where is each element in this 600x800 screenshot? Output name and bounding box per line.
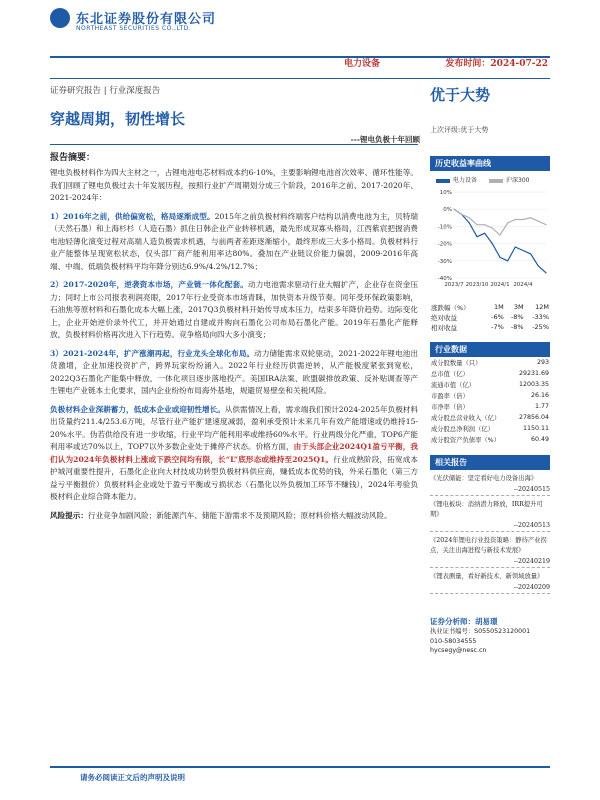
related-report-link[interactable]: 《锂表测量，看好新技术、新领域放量》 <box>430 573 544 580</box>
company-logo-icon <box>50 8 70 28</box>
perf-cell: -7% <box>491 323 504 331</box>
data-point <box>469 222 470 223</box>
ind-label: 成分股资产负债率（%） <box>431 437 500 444</box>
analyst-license: 执业证书编号：S0550523120001 <box>430 628 531 635</box>
data-point <box>522 219 523 220</box>
related-report-link[interactable]: 《锂电板块：消纳潜力释放，IRR提升可期》 <box>430 501 543 518</box>
legend-label-industry: 电力设备 <box>453 177 478 184</box>
perf-header: 涨跌幅（%） <box>431 303 470 312</box>
summary-point-2 <box>50 279 418 342</box>
analyst-name: 证券分析师：胡易璟 <box>430 617 498 626</box>
related-report-date: --20240219 <box>430 558 550 568</box>
related-report-date: --20240513 <box>430 522 550 532</box>
data-point <box>476 236 477 237</box>
data-point <box>538 221 539 222</box>
ind-label: 市净率（倍） <box>431 404 469 411</box>
footer-disclaimer[interactable]: 请务必阅读正文后的声明及说明 <box>80 773 185 782</box>
table-row <box>430 412 550 423</box>
data-point <box>530 253 531 254</box>
performance-header-row <box>430 302 550 312</box>
ind-value: 60.49 <box>530 436 549 443</box>
analyst-phone: 010-58034555 <box>430 637 477 645</box>
related-report-date: --20240515 <box>430 486 550 496</box>
header-divider-2 <box>50 78 550 79</box>
point-1-heading: 1）2016年之前，供给偏宽松，格局逐渐成型。 <box>50 211 215 221</box>
ind-value: 12003.35 <box>518 381 549 388</box>
perf-cell: -25% <box>532 323 549 331</box>
data-point <box>492 243 493 244</box>
point-1-body: 2015年之前负极材料终端客户结构以消费电池为主，贝特瑞（天然石墨）和上海杉杉（人造石墨）抓住日韩企业产业转移机遇，最先形成双寡头格局，江西紫宸把握消费电池轻薄化演变过程对高端人造负极需求机遇，与前两者差距逐渐缩小，最终形成三大多小格局。负极材料行业产能整体呈现宽松状态，仅头部厂商产能利用率达80%。叠加在产业链议价能力偏弱，2009-2016年高端、中端、低端负极材料平均年降分别达6.9%/4.2%/12.7%； <box>50 211 419 271</box>
summary-point-1 <box>50 211 418 274</box>
data-point <box>484 233 485 234</box>
industry-data-title: 行业数据 <box>430 342 550 357</box>
rating: 优于大势 <box>430 86 491 104</box>
perf-header: 3M <box>513 303 524 311</box>
related-report-link[interactable]: 《2024年锂电行业投资策略：静待产业拐点，关注出海进程与新技术发展》 <box>430 537 547 554</box>
perf-header: 1M <box>494 303 504 311</box>
data-point <box>545 272 546 273</box>
analyst-email[interactable]: hycsegy@nesc.cn <box>430 647 487 654</box>
page-subtitle: ---锂电负极十年回顾 <box>350 135 420 144</box>
company-name-cn: 东北证券股份有限公司 <box>76 12 217 27</box>
title-divider <box>50 144 418 145</box>
data-point <box>476 224 477 225</box>
ind-label: 成分股总净利润（亿） <box>431 426 494 433</box>
table-row <box>430 401 550 412</box>
perf-cell: -33% <box>532 313 549 321</box>
data-point <box>499 257 500 258</box>
table-row <box>430 357 550 368</box>
point-2-body: 动力电池需求驱动行业大幅扩产，企业存在资金压力；同时上市公司报表利润亮眼，2017年行业受资本市场青睐，加快资本升级节奏。同年受环保政策影响，石油焦等原材料和石墨化成本大幅上涨，2017Q3负极材料开始传导成本压力，结束多年降价趋势。边际变化上，企业开始逆价录外代工，并开始通过自建或并购向石墨化公司布局石墨化产能。2019年石墨化产能释放，负极材料价格再次进入下行趋势。竞争格局向四大多小演变； <box>50 280 419 339</box>
point-3-body: 动力储能需求双轮驱动，2021-2022年锂电池出货激增，企业加速投资扩产，跨界玩家纷纷涌入。2022年行业经历供需逆转，从产能极度紧张到宽松，2022Q3石墨化产能集中释放，一体化项目逐步落地投产。美国IRA法案、欧盟碳排放政策、反补贴调查等产生锂电产业链本土化要求，国内企业纷纷布局海外基地，规避贸易壁垒和关税风险。 <box>50 348 419 395</box>
company-name-en: NORTHEAST SECURITIES CO.,LTD. <box>76 25 192 32</box>
data-point <box>469 217 470 218</box>
sidebar <box>430 150 550 656</box>
ind-label: 流通市值（亿） <box>431 382 476 389</box>
summary-point-4 <box>50 404 418 504</box>
table-row <box>430 390 550 401</box>
summary-intro: 锂电负极材料作为四大主材之一，占锂电池电芯材料成本约6-10%，主要影响锂电池首次效率、循环性能等。我们回顾了锂电负极过去十年发展历程，按照行业扩产周期划分成三个阶段，2016年之前、2017-2020年、2021-2024年： <box>50 168 418 202</box>
point-4-body-a: 从供需情况上看，需求端我们预计2024-2025年负极材料出货量约211.4/253.6万吨，尽管行业产能扩建速度减弱，盈利承受预计未来几年有效产能增速或仍维持15-20%水平。伪若供给没有进一步收缩，行业平均产能利用率或维持60%水平。行业两级分化严重，TOP6产能利用率或达70%以上，TOP7以外多数企业处于摊停产状态。价格方面， <box>50 404 419 451</box>
x-tick-label: 2023/10 <box>465 282 489 288</box>
ind-label: 市盈率（倍） <box>431 393 469 400</box>
perf-cell: -6% <box>491 313 504 321</box>
data-point <box>538 265 539 266</box>
ind-value: 1.77 <box>534 403 549 410</box>
data-point <box>515 219 516 220</box>
point-4-heading: 负极材料企业深耕蓄力，低成本企业或迎韧性增长。 <box>50 404 225 414</box>
y-tick-label: -10% <box>437 224 452 231</box>
point-2-heading: 2）2017-2020年，逆袭资本市场，产业链一体化配套。 <box>50 280 248 289</box>
summary-heading: 报告摘要： <box>50 153 96 163</box>
ind-value: 27856.04 <box>518 414 549 421</box>
footer-divider <box>50 766 550 768</box>
legend-item-industry <box>436 175 477 184</box>
ind-value: 293 <box>536 359 549 366</box>
ind-value: 29231.69 <box>518 370 549 377</box>
ind-label: 成分股总营业收入（亿） <box>431 415 501 422</box>
return-chart <box>430 186 550 296</box>
perf-cell: 绝对收益 <box>431 313 457 322</box>
ind-value: 26.16 <box>530 392 549 399</box>
data-point <box>492 228 493 229</box>
risk-text: 行业竞争加剧风险；新能源汽车、储能下游需求不及预期风险；原材料价格大幅波动风险。 <box>87 510 392 520</box>
y-tick-label: -20% <box>437 241 452 248</box>
chart-title: 历史收益率曲线 <box>430 156 550 171</box>
perf-cell: -8% <box>510 313 524 321</box>
data-point <box>453 209 454 210</box>
legend-label-hs300: 沪深300 <box>506 177 530 184</box>
breadcrumb: 证券研究报告 | 行业深度报告 <box>50 86 161 96</box>
point-4-highlight: 由于头部企业2024Q1盈亏平衡，我们认为2024年负极材料上涨或下跌空间均有限，长“L”底形态或维持至2025Q1。 <box>50 442 418 464</box>
y-tick-label: -30% <box>437 258 452 265</box>
summary-section <box>50 150 418 522</box>
risk-warning <box>50 510 418 523</box>
data-point <box>507 222 508 223</box>
data-point <box>530 217 531 218</box>
summary-point-3 <box>50 348 418 398</box>
x-tick-label: 2024/1 <box>490 282 510 288</box>
perf-cell: -8% <box>510 323 524 331</box>
point-4-body-b: 行业成熟阶段，拓宽成本护城河重要性提升，石墨化企业向大材技成功转型负极材料供应商，赚低成本优势的钱，外采石墨化（第三方益亏平衡报价）负极材料企业或处于盈亏平衡或亏损状态（石墨化以外负极加工环节不赚钱），2024年考验负极材料企业综合降本能力。 <box>50 454 419 501</box>
data-point <box>515 246 516 247</box>
ind-value: 1150.11 <box>522 425 549 432</box>
table-row <box>430 368 550 379</box>
data-point <box>507 260 508 261</box>
related-report-link[interactable]: 《光伏储能：坚定看好电力设备出海》 <box>430 475 538 482</box>
data-point <box>484 224 485 225</box>
publish-date: 发布时间：2024-07-22 <box>445 59 548 69</box>
page-title: 穿越周期，韧性增长 <box>50 110 186 128</box>
table-row <box>430 423 550 434</box>
y-tick-label: 10% <box>439 190 452 196</box>
table-row <box>430 434 550 445</box>
related-report-date: --20240209 <box>430 584 550 594</box>
legend-swatch-industry <box>436 179 450 183</box>
table-row <box>430 322 550 332</box>
data-point <box>522 250 523 251</box>
x-tick-label: 2024/4 <box>513 282 533 288</box>
industry-label: 电力设备 <box>343 59 380 69</box>
legend-swatch-hs300 <box>489 179 503 183</box>
perf-header: 12M <box>535 303 549 311</box>
related-reports-title: 相关报告 <box>430 455 550 470</box>
risk-label: 风险提示： <box>50 510 88 520</box>
data-point <box>545 224 546 225</box>
table-row <box>430 312 550 322</box>
chart-legend <box>436 175 550 184</box>
legend-item-hs300 <box>489 175 529 184</box>
perf-cell: 相对收益 <box>431 323 457 332</box>
performance-table <box>430 302 550 332</box>
ind-label: 成分股数量（只） <box>431 360 482 367</box>
previous-rating: 上次评级:优于大势 <box>430 126 489 134</box>
point-3-heading: 3）2021-2024年，扩产涨潮再起，行业龙头全球化布局。 <box>50 348 255 358</box>
ind-label: 总市值（亿） <box>431 371 469 378</box>
y-tick-label: -40% <box>437 276 452 282</box>
table-row <box>430 379 550 390</box>
data-point <box>461 214 462 215</box>
x-tick-label: 2023/7 <box>444 282 464 288</box>
industry-data-table <box>430 357 550 445</box>
y-tick-label: 0% <box>443 207 452 214</box>
data-point <box>499 234 500 235</box>
